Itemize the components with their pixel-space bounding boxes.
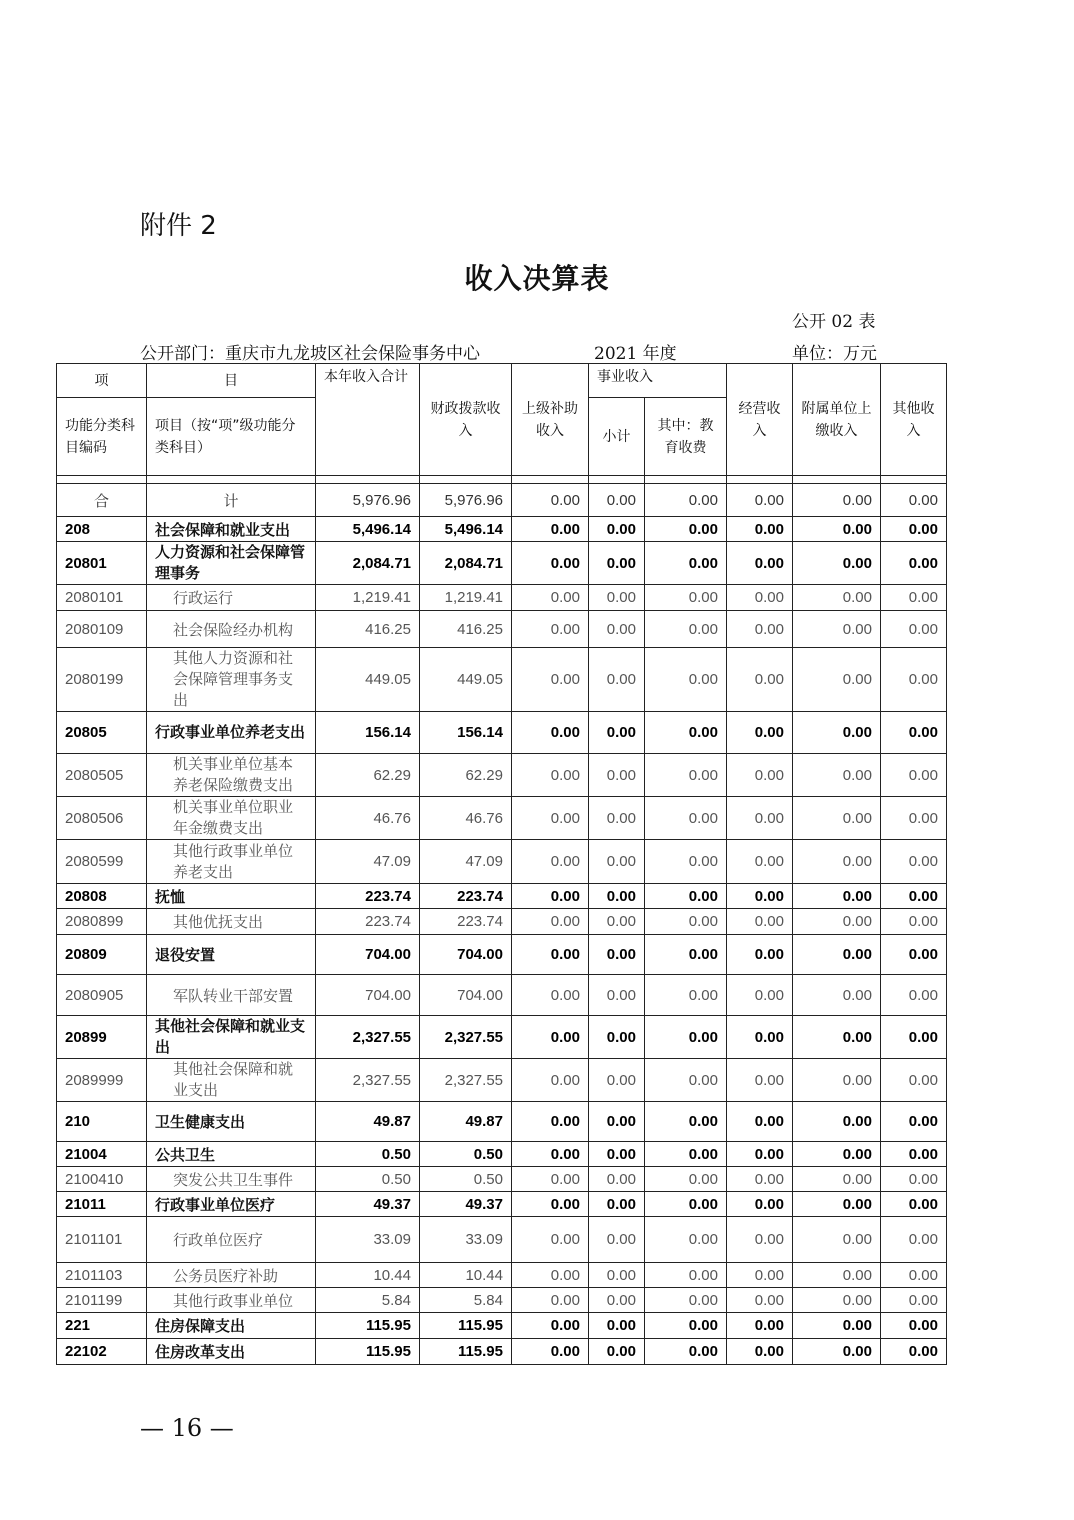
row-value: 704.00 bbox=[420, 975, 512, 1016]
row-value: 62.29 bbox=[316, 754, 420, 797]
header-subtotal: 小计 bbox=[589, 398, 645, 476]
row-code: 210 bbox=[57, 1102, 147, 1142]
row-value: 0.00 bbox=[512, 1142, 589, 1167]
row-value: 0.00 bbox=[589, 517, 645, 542]
header-superior: 上级补助收入 bbox=[512, 364, 589, 476]
row-value: 0.00 bbox=[881, 712, 947, 754]
table-row bbox=[57, 1192, 947, 1217]
row-value: 0.00 bbox=[881, 611, 947, 648]
row-value: 0.00 bbox=[881, 517, 947, 542]
attachment-label: 附件 2 bbox=[140, 211, 217, 241]
row-value: 0.00 bbox=[727, 1059, 793, 1102]
row-code: 2100410 bbox=[57, 1167, 147, 1192]
table-row bbox=[57, 1288, 947, 1313]
row-value: 62.29 bbox=[420, 754, 512, 797]
row-value: 0.00 bbox=[645, 712, 727, 754]
row-value: 0.00 bbox=[793, 1142, 881, 1167]
row-value: 0.00 bbox=[727, 1142, 793, 1167]
row-value: 0.00 bbox=[589, 1167, 645, 1192]
row-value: 0.00 bbox=[793, 1059, 881, 1102]
row-value: 5,496.14 bbox=[420, 517, 512, 542]
unit-label: 单位：万元 bbox=[792, 344, 877, 364]
table-row bbox=[57, 517, 947, 542]
row-value: 0.00 bbox=[793, 1288, 881, 1313]
row-value: 0.00 bbox=[727, 884, 793, 909]
row-value: 49.87 bbox=[420, 1102, 512, 1142]
row-value: 156.14 bbox=[316, 712, 420, 754]
row-value: 0.50 bbox=[316, 1142, 420, 1167]
row-value: 2,327.55 bbox=[420, 1016, 512, 1059]
row-value: 0.00 bbox=[512, 909, 589, 935]
row-value: 0.00 bbox=[881, 1059, 947, 1102]
row-value: 5,496.14 bbox=[316, 517, 420, 542]
row-value: 0.00 bbox=[589, 1288, 645, 1313]
row-value: 0.00 bbox=[793, 1313, 881, 1339]
row-value: 0.00 bbox=[881, 1167, 947, 1192]
row-value: 223.74 bbox=[420, 909, 512, 935]
row-value: 1,219.41 bbox=[316, 585, 420, 611]
row-value: 0.00 bbox=[727, 517, 793, 542]
table-row bbox=[57, 975, 947, 1016]
row-value: 0.00 bbox=[589, 975, 645, 1016]
row-value: 115.95 bbox=[420, 1339, 512, 1365]
row-value: 0.00 bbox=[881, 884, 947, 909]
table-row bbox=[57, 1142, 947, 1167]
total-value: 0.00 bbox=[512, 484, 589, 517]
row-value: 0.00 bbox=[727, 909, 793, 935]
row-value: 0.00 bbox=[727, 712, 793, 754]
row-value: 0.00 bbox=[512, 1217, 589, 1263]
table-row bbox=[57, 611, 947, 648]
row-value: 0.00 bbox=[512, 935, 589, 975]
row-value: 46.76 bbox=[316, 797, 420, 840]
row-value: 1,219.41 bbox=[420, 585, 512, 611]
row-code: 2101101 bbox=[57, 1217, 147, 1263]
row-value: 0.00 bbox=[645, 1016, 727, 1059]
row-value: 0.00 bbox=[793, 542, 881, 585]
row-value: 0.00 bbox=[793, 1167, 881, 1192]
row-value: 0.00 bbox=[727, 542, 793, 585]
table-row bbox=[57, 1102, 947, 1142]
row-value: 0.00 bbox=[589, 1142, 645, 1167]
row-value: 0.00 bbox=[793, 611, 881, 648]
row-value: 0.00 bbox=[793, 840, 881, 884]
row-value: 0.00 bbox=[589, 648, 645, 712]
row-code: 2080905 bbox=[57, 975, 147, 1016]
header-career: 事业收入 bbox=[589, 364, 727, 398]
row-code: 2080506 bbox=[57, 797, 147, 840]
row-name: 社会保障和就业支出 bbox=[147, 517, 316, 542]
header-row-1 bbox=[57, 364, 947, 398]
row-value: 2,084.71 bbox=[316, 542, 420, 585]
row-value: 0.00 bbox=[512, 1102, 589, 1142]
row-name: 公共卫生 bbox=[147, 1142, 316, 1167]
row-name: 卫生健康支出 bbox=[147, 1102, 316, 1142]
row-name: 其他人力资源和社会保障管理事务支出 bbox=[147, 648, 316, 712]
row-value: 0.00 bbox=[727, 797, 793, 840]
row-code: 2101103 bbox=[57, 1263, 147, 1288]
row-value: 0.00 bbox=[512, 884, 589, 909]
row-name: 行政单位医疗 bbox=[147, 1217, 316, 1263]
row-value: 0.00 bbox=[727, 1313, 793, 1339]
row-value: 0.00 bbox=[793, 1263, 881, 1288]
row-code: 2080899 bbox=[57, 909, 147, 935]
row-value: 0.00 bbox=[512, 975, 589, 1016]
row-name: 公务员医疗补助 bbox=[147, 1263, 316, 1288]
row-value: 0.50 bbox=[420, 1167, 512, 1192]
row-value: 0.00 bbox=[645, 648, 727, 712]
row-name: 机关事业单位职业年金缴费支出 bbox=[147, 797, 316, 840]
row-value: 449.05 bbox=[420, 648, 512, 712]
row-value: 0.00 bbox=[589, 611, 645, 648]
row-value: 0.00 bbox=[589, 754, 645, 797]
row-code: 2101199 bbox=[57, 1288, 147, 1313]
row-value: 0.00 bbox=[793, 754, 881, 797]
row-value: 10.44 bbox=[420, 1263, 512, 1288]
row-value: 0.00 bbox=[589, 1059, 645, 1102]
row-name: 住房改革支出 bbox=[147, 1339, 316, 1365]
row-name: 突发公共卫生事件 bbox=[147, 1167, 316, 1192]
row-value: 0.00 bbox=[881, 1288, 947, 1313]
row-code: 2080199 bbox=[57, 648, 147, 712]
form-number: 公开 02 表 bbox=[792, 312, 876, 332]
header-other: 其他收入 bbox=[881, 364, 947, 476]
row-value: 0.00 bbox=[512, 1192, 589, 1217]
table-row bbox=[57, 840, 947, 884]
row-value: 449.05 bbox=[316, 648, 420, 712]
row-value: 47.09 bbox=[316, 840, 420, 884]
row-code: 20899 bbox=[57, 1016, 147, 1059]
row-name: 机关事业单位基本养老保险缴费支出 bbox=[147, 754, 316, 797]
table-row bbox=[57, 1016, 947, 1059]
row-value: 2,327.55 bbox=[316, 1016, 420, 1059]
row-value: 0.00 bbox=[645, 1263, 727, 1288]
row-value: 0.00 bbox=[727, 1288, 793, 1313]
table-row bbox=[57, 797, 947, 840]
table-row bbox=[57, 1313, 947, 1339]
row-value: 0.00 bbox=[645, 1313, 727, 1339]
table-row bbox=[57, 712, 947, 754]
row-value: 0.00 bbox=[727, 1263, 793, 1288]
row-value: 0.00 bbox=[793, 517, 881, 542]
row-value: 0.00 bbox=[645, 1059, 727, 1102]
row-value: 0.00 bbox=[645, 975, 727, 1016]
header-fiscal: 财政拨款收入 bbox=[420, 364, 512, 476]
row-value: 0.00 bbox=[512, 754, 589, 797]
row-value: 0.00 bbox=[512, 1313, 589, 1339]
row-value: 2,327.55 bbox=[316, 1059, 420, 1102]
row-value: 704.00 bbox=[420, 935, 512, 975]
row-value: 10.44 bbox=[316, 1263, 420, 1288]
total-value: 5,976.96 bbox=[316, 484, 420, 517]
row-code: 208 bbox=[57, 517, 147, 542]
table-row bbox=[57, 1059, 947, 1102]
row-value: 0.00 bbox=[881, 797, 947, 840]
row-value: 115.95 bbox=[420, 1313, 512, 1339]
row-name: 抚恤 bbox=[147, 884, 316, 909]
row-value: 0.00 bbox=[512, 517, 589, 542]
row-value: 0.00 bbox=[589, 1016, 645, 1059]
row-value: 0.00 bbox=[589, 1263, 645, 1288]
row-value: 0.00 bbox=[645, 1142, 727, 1167]
table-row bbox=[57, 648, 947, 712]
row-value: 0.00 bbox=[589, 935, 645, 975]
row-name: 其他社会保障和就业支出 bbox=[147, 1016, 316, 1059]
row-value: 0.00 bbox=[793, 585, 881, 611]
row-value: 0.00 bbox=[881, 935, 947, 975]
row-value: 0.00 bbox=[512, 542, 589, 585]
row-value: 0.00 bbox=[645, 542, 727, 585]
row-value: 0.00 bbox=[645, 611, 727, 648]
row-value: 49.37 bbox=[316, 1192, 420, 1217]
row-value: 0.00 bbox=[727, 935, 793, 975]
header-business: 经营收入 bbox=[727, 364, 793, 476]
row-value: 0.00 bbox=[589, 797, 645, 840]
row-value: 0.00 bbox=[881, 1016, 947, 1059]
table-row bbox=[57, 1167, 947, 1192]
row-value: 0.00 bbox=[793, 1339, 881, 1365]
row-value: 0.00 bbox=[881, 648, 947, 712]
row-name: 行政运行 bbox=[147, 585, 316, 611]
row-value: 2,084.71 bbox=[420, 542, 512, 585]
row-value: 0.00 bbox=[727, 1102, 793, 1142]
row-name: 其他优抚支出 bbox=[147, 909, 316, 935]
row-value: 704.00 bbox=[316, 975, 420, 1016]
row-value: 0.00 bbox=[645, 909, 727, 935]
row-value: 0.00 bbox=[727, 648, 793, 712]
row-value: 2,327.55 bbox=[420, 1059, 512, 1102]
row-value: 0.00 bbox=[512, 1288, 589, 1313]
row-value: 0.00 bbox=[589, 1217, 645, 1263]
row-value: 223.74 bbox=[316, 884, 420, 909]
income-table bbox=[56, 363, 947, 1365]
row-value: 0.00 bbox=[645, 585, 727, 611]
row-value: 0.00 bbox=[881, 542, 947, 585]
row-value: 0.00 bbox=[645, 517, 727, 542]
row-code: 21011 bbox=[57, 1192, 147, 1217]
row-code: 20809 bbox=[57, 935, 147, 975]
row-value: 0.00 bbox=[881, 975, 947, 1016]
table-row bbox=[57, 542, 947, 585]
row-name: 退役安置 bbox=[147, 935, 316, 975]
row-value: 223.74 bbox=[420, 884, 512, 909]
row-value: 0.00 bbox=[881, 1102, 947, 1142]
table-row bbox=[57, 1339, 947, 1365]
row-value: 0.50 bbox=[316, 1167, 420, 1192]
row-code: 2080505 bbox=[57, 754, 147, 797]
row-value: 33.09 bbox=[316, 1217, 420, 1263]
total-value: 5,976.96 bbox=[420, 484, 512, 517]
year-label: 2021 年度 bbox=[594, 344, 677, 364]
row-value: 0.00 bbox=[589, 585, 645, 611]
row-value: 0.00 bbox=[727, 840, 793, 884]
row-value: 5.84 bbox=[420, 1288, 512, 1313]
row-value: 0.00 bbox=[512, 585, 589, 611]
row-code: 221 bbox=[57, 1313, 147, 1339]
row-value: 0.00 bbox=[881, 1192, 947, 1217]
row-code: 2080101 bbox=[57, 585, 147, 611]
row-value: 0.00 bbox=[512, 611, 589, 648]
row-code: 2080109 bbox=[57, 611, 147, 648]
row-value: 0.00 bbox=[881, 1339, 947, 1365]
row-value: 0.00 bbox=[645, 840, 727, 884]
row-value: 0.50 bbox=[420, 1142, 512, 1167]
row-value: 0.00 bbox=[793, 1016, 881, 1059]
row-value: 0.00 bbox=[512, 1167, 589, 1192]
row-value: 0.00 bbox=[727, 585, 793, 611]
header-affiliated: 附属单位上缴收入 bbox=[793, 364, 881, 476]
total-value: 0.00 bbox=[881, 484, 947, 517]
row-value: 0.00 bbox=[512, 648, 589, 712]
row-code: 20801 bbox=[57, 542, 147, 585]
header-name: 项目（按“项”级功能分类科目） bbox=[147, 398, 316, 476]
row-name: 其他行政事业单位 bbox=[147, 1288, 316, 1313]
row-value: 0.00 bbox=[512, 840, 589, 884]
row-name: 人力资源和社会保障管理事务 bbox=[147, 542, 316, 585]
row-name: 行政事业单位养老支出 bbox=[147, 712, 316, 754]
row-name: 其他社会保障和就业支出 bbox=[147, 1059, 316, 1102]
row-code: 22102 bbox=[57, 1339, 147, 1365]
table-row bbox=[57, 884, 947, 909]
row-value: 0.00 bbox=[645, 935, 727, 975]
row-value: 0.00 bbox=[645, 1339, 727, 1365]
row-value: 0.00 bbox=[512, 1016, 589, 1059]
row-code: 20808 bbox=[57, 884, 147, 909]
row-value: 0.00 bbox=[512, 1339, 589, 1365]
row-name: 其他行政事业单位养老支出 bbox=[147, 840, 316, 884]
row-value: 0.00 bbox=[727, 611, 793, 648]
row-value: 0.00 bbox=[727, 975, 793, 1016]
row-name: 军队转业干部安置 bbox=[147, 975, 316, 1016]
table-row bbox=[57, 754, 947, 797]
row-value: 0.00 bbox=[645, 1102, 727, 1142]
row-value: 0.00 bbox=[727, 1167, 793, 1192]
row-value: 0.00 bbox=[512, 797, 589, 840]
row-value: 0.00 bbox=[645, 1192, 727, 1217]
header-total: 本年收入合计 bbox=[316, 364, 420, 476]
row-value: 5.84 bbox=[316, 1288, 420, 1313]
row-value: 0.00 bbox=[727, 1016, 793, 1059]
row-value: 0.00 bbox=[881, 585, 947, 611]
row-value: 0.00 bbox=[793, 884, 881, 909]
header-code: 功能分类科目编码 bbox=[57, 398, 147, 476]
row-value: 0.00 bbox=[589, 909, 645, 935]
row-name: 住房保障支出 bbox=[147, 1313, 316, 1339]
row-value: 0.00 bbox=[793, 1102, 881, 1142]
department-label: 公开部门：重庆市九龙坡区社会保险事务中心 bbox=[140, 344, 480, 364]
row-value: 416.25 bbox=[420, 611, 512, 648]
row-value: 416.25 bbox=[316, 611, 420, 648]
row-value: 0.00 bbox=[793, 935, 881, 975]
row-code: 2089999 bbox=[57, 1059, 147, 1102]
row-value: 223.74 bbox=[316, 909, 420, 935]
row-value: 33.09 bbox=[420, 1217, 512, 1263]
row-value: 0.00 bbox=[589, 840, 645, 884]
row-value: 47.09 bbox=[420, 840, 512, 884]
row-value: 0.00 bbox=[645, 1167, 727, 1192]
row-value: 0.00 bbox=[645, 884, 727, 909]
row-value: 0.00 bbox=[645, 797, 727, 840]
row-value: 0.00 bbox=[645, 1217, 727, 1263]
header-edu: 其中：教育收费 bbox=[645, 398, 727, 476]
row-value: 0.00 bbox=[512, 1263, 589, 1288]
row-value: 0.00 bbox=[589, 884, 645, 909]
table-row bbox=[57, 1217, 947, 1263]
row-value: 0.00 bbox=[589, 1192, 645, 1217]
total-value: 0.00 bbox=[793, 484, 881, 517]
row-value: 0.00 bbox=[881, 909, 947, 935]
row-value: 0.00 bbox=[727, 754, 793, 797]
table-row bbox=[57, 585, 947, 611]
row-value: 0.00 bbox=[793, 712, 881, 754]
row-code: 21004 bbox=[57, 1142, 147, 1167]
row-code: 2080599 bbox=[57, 840, 147, 884]
row-name: 行政事业单位医疗 bbox=[147, 1192, 316, 1217]
total-value: 0.00 bbox=[589, 484, 645, 517]
header-spacer bbox=[57, 476, 947, 484]
row-value: 115.95 bbox=[316, 1313, 420, 1339]
row-value: 0.00 bbox=[589, 1313, 645, 1339]
total-value: 0.00 bbox=[645, 484, 727, 517]
total-value: 0.00 bbox=[727, 484, 793, 517]
row-value: 115.95 bbox=[316, 1339, 420, 1365]
row-value: 0.00 bbox=[881, 1217, 947, 1263]
row-value: 0.00 bbox=[881, 1263, 947, 1288]
row-value: 0.00 bbox=[793, 1192, 881, 1217]
row-value: 0.00 bbox=[793, 975, 881, 1016]
row-value: 0.00 bbox=[793, 648, 881, 712]
row-code: 20805 bbox=[57, 712, 147, 754]
page-number: — 16 — bbox=[140, 1414, 234, 1442]
row-value: 0.00 bbox=[512, 712, 589, 754]
table-row bbox=[57, 1263, 947, 1288]
row-value: 0.00 bbox=[881, 840, 947, 884]
row-value: 0.00 bbox=[793, 1217, 881, 1263]
row-value: 0.00 bbox=[881, 1142, 947, 1167]
table-row bbox=[57, 935, 947, 975]
header-item: 项 bbox=[57, 364, 147, 398]
header-item-mu: 目 bbox=[147, 364, 316, 398]
row-value: 0.00 bbox=[727, 1217, 793, 1263]
row-value: 0.00 bbox=[589, 1339, 645, 1365]
row-value: 0.00 bbox=[727, 1339, 793, 1365]
row-value: 49.87 bbox=[316, 1102, 420, 1142]
row-value: 0.00 bbox=[793, 797, 881, 840]
row-value: 0.00 bbox=[727, 1192, 793, 1217]
row-value: 0.00 bbox=[645, 754, 727, 797]
row-value: 704.00 bbox=[316, 935, 420, 975]
row-value: 46.76 bbox=[420, 797, 512, 840]
row-value: 0.00 bbox=[589, 1102, 645, 1142]
row-value: 0.00 bbox=[589, 542, 645, 585]
row-value: 0.00 bbox=[793, 909, 881, 935]
total-label-b: 计 bbox=[147, 484, 316, 517]
row-value: 0.00 bbox=[881, 754, 947, 797]
row-value: 0.00 bbox=[589, 712, 645, 754]
table-row bbox=[57, 909, 947, 935]
row-value: 0.00 bbox=[645, 1288, 727, 1313]
row-value: 49.37 bbox=[420, 1192, 512, 1217]
row-value: 0.00 bbox=[881, 1313, 947, 1339]
row-value: 156.14 bbox=[420, 712, 512, 754]
total-row bbox=[57, 484, 947, 517]
row-name: 社会保险经办机构 bbox=[147, 611, 316, 648]
row-value: 0.00 bbox=[512, 1059, 589, 1102]
total-label-a: 合 bbox=[57, 484, 147, 517]
page-title: 收入决算表 bbox=[464, 262, 610, 295]
